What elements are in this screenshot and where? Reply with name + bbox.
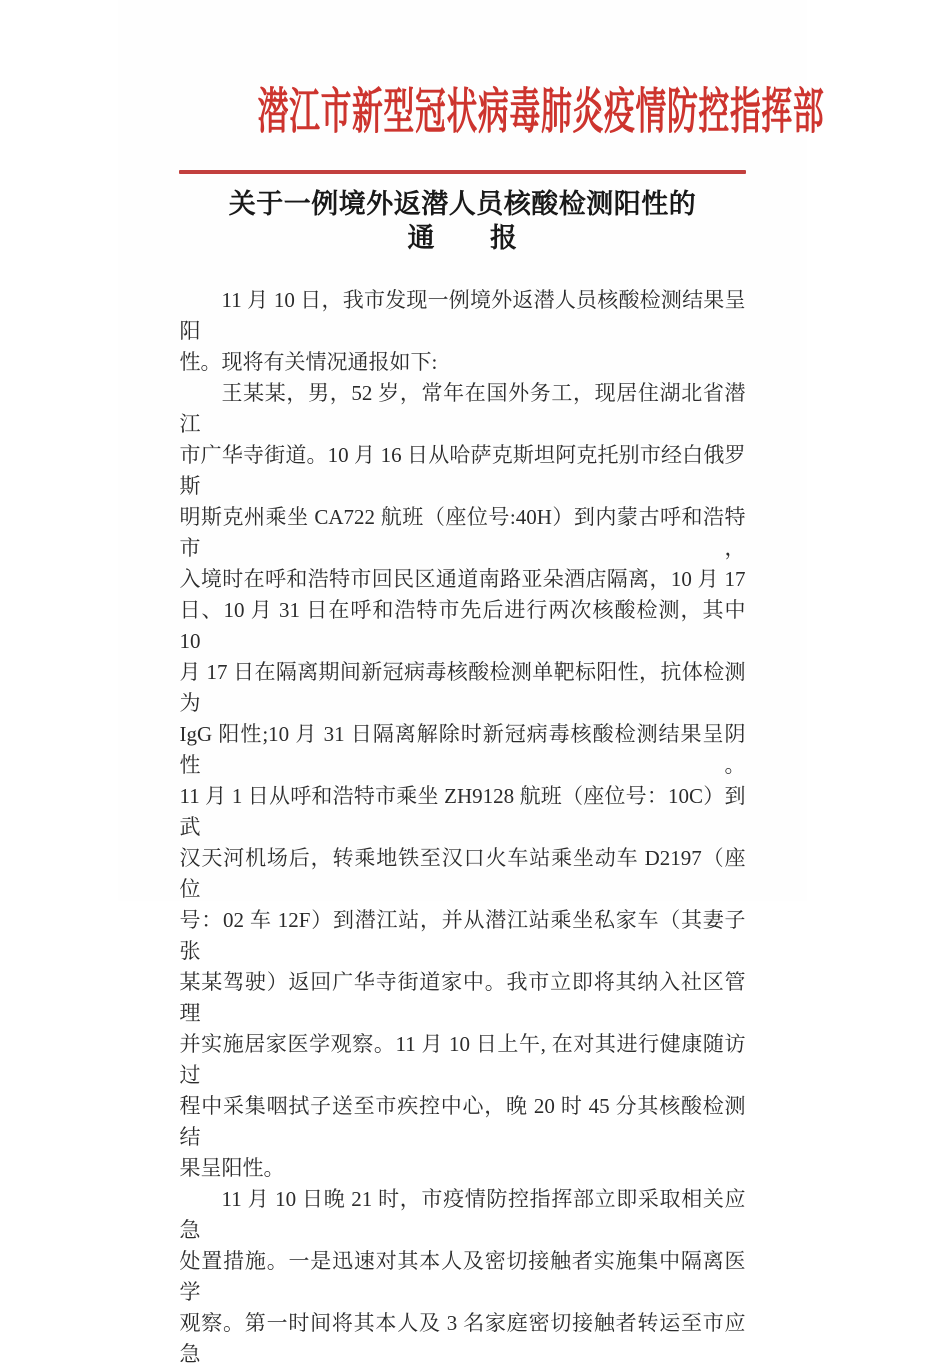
- body-line: 11 月 10 日晚 21 时，市疫情防控指挥部立即采取相关应急: [179, 1187, 746, 1242]
- body-line: 某某驾驶）返回广华寺街道家中。我市立即将其纳入社区管理: [179, 970, 746, 1025]
- body-line: 号：02 车 12F）到潜江站，并从潜江站乘坐私家车（其妻子张: [179, 908, 746, 963]
- document-header: [118, 0, 825, 140]
- body-line: 处置措施。一是迅速对其本人及密切接触者实施集中隔离医学: [179, 1249, 746, 1304]
- body-line: 明斯克州乘坐 CA722 航班（座位号:40H）到内蒙古呼和浩特市，: [179, 505, 746, 560]
- body-line: 性。现将有关情况通报如下:: [179, 350, 438, 374]
- document-title-line2: 通 报: [407, 223, 518, 253]
- issuing-authority-name: 潜江市新型冠状病毒肺炎疫情防控指挥部: [257, 84, 825, 139]
- document-title: [118, 187, 807, 255]
- body-line: 11 月 10 日，我市发现一例境外返潜人员核酸检测结果呈阳: [179, 288, 746, 343]
- body-line: 果呈阳性。: [179, 1156, 285, 1180]
- document-body: [180, 285, 746, 1370]
- body-line: 市广华寺街道。10 月 16 日从哈萨克斯坦阿克托别市经白俄罗斯: [179, 443, 746, 498]
- body-line: IgG 阳性;10 月 31 日隔离解除时新冠病毒核酸检测结果呈阴性。: [179, 722, 746, 777]
- body-line: 观察。第一时间将其本人及 3 名家庭密切接触者转运至市应急: [179, 1311, 746, 1366]
- body-line: 并实施居家医学观察。11 月 10 日上午, 在对其进行健康随访过: [179, 1032, 746, 1087]
- body-line: 11 月 1 日从呼和浩特市乘坐 ZH9128 航班（座位号：10C）到武: [179, 784, 746, 839]
- body-line: 王某某，男，52 岁，常年在国外务工，现居住湖北省潜江: [179, 381, 746, 436]
- document-page: [118, 0, 825, 1366]
- body-line: 月 17 日在隔离期间新冠病毒核酸检测单靶标阳性，抗体检测为: [179, 660, 746, 715]
- document-title-line1: 关于一例境外返潜人员核酸检测阳性的: [228, 189, 697, 219]
- header-divider: [179, 170, 746, 174]
- body-line: 入境时在呼和浩特市回民区通道南路亚朵酒店隔离，10 月 17: [179, 567, 746, 591]
- body-line: 汉天河机场后，转乘地铁至汉口火车站乘坐动车 D2197（座位: [179, 846, 746, 901]
- body-line: 程中采集咽拭子送至市疾控中心，晚 20 时 45 分其核酸检测结: [179, 1094, 746, 1149]
- body-line: 日、10 月 31 日在呼和浩特市先后进行两次核酸检测，其中 10: [179, 598, 746, 653]
